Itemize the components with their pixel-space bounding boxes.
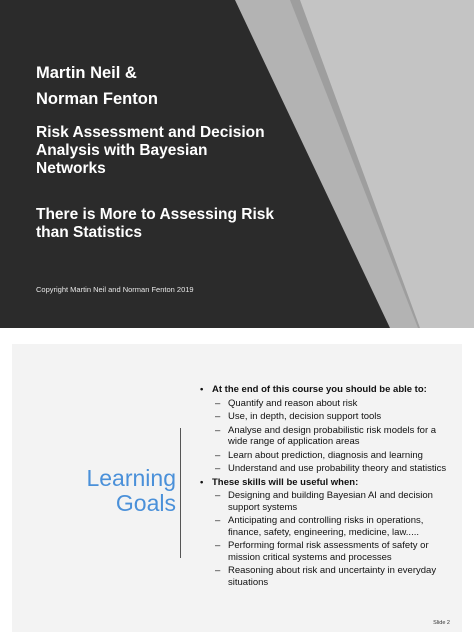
- divider-line: [180, 428, 181, 558]
- bullet-text: These skills will be useful when:: [212, 476, 359, 488]
- dash-marker: –: [215, 540, 221, 551]
- sub-item: [198, 450, 456, 462]
- sub-item: [198, 565, 456, 588]
- sub-item: [198, 463, 456, 475]
- goals-content: [198, 384, 456, 590]
- author-line: Norman Fenton: [36, 90, 158, 108]
- course-subtitle: [36, 206, 286, 242]
- sub-item: [198, 515, 456, 538]
- dash-marker: –: [215, 411, 221, 422]
- sub-item-text: Analyse and design probabilistic risk models for a wide range of application areas: [228, 424, 437, 447]
- title-line: Networks: [36, 160, 106, 177]
- dash-marker: –: [215, 565, 221, 576]
- bullet-marker: •: [200, 476, 204, 488]
- learning-goals-slide: [12, 344, 462, 632]
- slide-number: Slide 2: [433, 620, 450, 626]
- sub-item-text: Quantify and reason about risk: [228, 397, 358, 409]
- bullet-marker: •: [200, 384, 204, 395]
- subtitle-line: than Statistics: [36, 224, 142, 241]
- sub-item-text: Anticipating and controlling risks in operations, finance, safety, engineering, medicine, law.....: [228, 515, 424, 538]
- dash-marker: –: [215, 449, 221, 461]
- title-line: Risk Assessment and Decision: [36, 124, 265, 141]
- sub-item-text: Designing and building Bayesian AI and decision support systems: [228, 490, 433, 513]
- dash-marker: –: [215, 515, 221, 526]
- dash-marker: –: [215, 463, 221, 474]
- sub-item: [198, 425, 456, 448]
- learning-goals-heading: [52, 466, 176, 516]
- sub-item-text: Reasoning about risk and uncertainty in everyday situations: [228, 565, 437, 588]
- sub-item: [198, 490, 456, 513]
- heading-line: Learning: [86, 465, 176, 491]
- sub-item: [198, 540, 456, 563]
- sub-item-text: Use, in depth, decision support tools: [228, 411, 382, 422]
- bullet-text: At the end of this course you should be able to:: [212, 384, 427, 395]
- copyright-notice: Copyright Martin Neil and Norman Fenton 2019: [36, 285, 194, 294]
- course-title: [36, 124, 276, 178]
- dash-marker: –: [215, 397, 221, 409]
- dash-marker: –: [215, 424, 221, 436]
- sub-item: [198, 411, 456, 423]
- title-line: Analysis with Bayesian: [36, 142, 208, 159]
- bullet-item: [198, 477, 456, 489]
- sub-item-text: Performing formal risk assessments of safety or mission critical systems and processes: [228, 540, 429, 563]
- sub-item-text: Understand and use probability theory and statistics: [228, 463, 447, 474]
- authors: [36, 60, 158, 112]
- author-line: Martin Neil &: [36, 64, 137, 82]
- dash-marker: –: [215, 490, 221, 501]
- sub-item-text: Learn about prediction, diagnosis and learning: [228, 449, 423, 461]
- sub-item: [198, 398, 456, 410]
- heading-line: Goals: [115, 490, 176, 516]
- subtitle-line: There is More to Assessing Risk: [36, 206, 275, 223]
- bullet-item: [198, 384, 456, 396]
